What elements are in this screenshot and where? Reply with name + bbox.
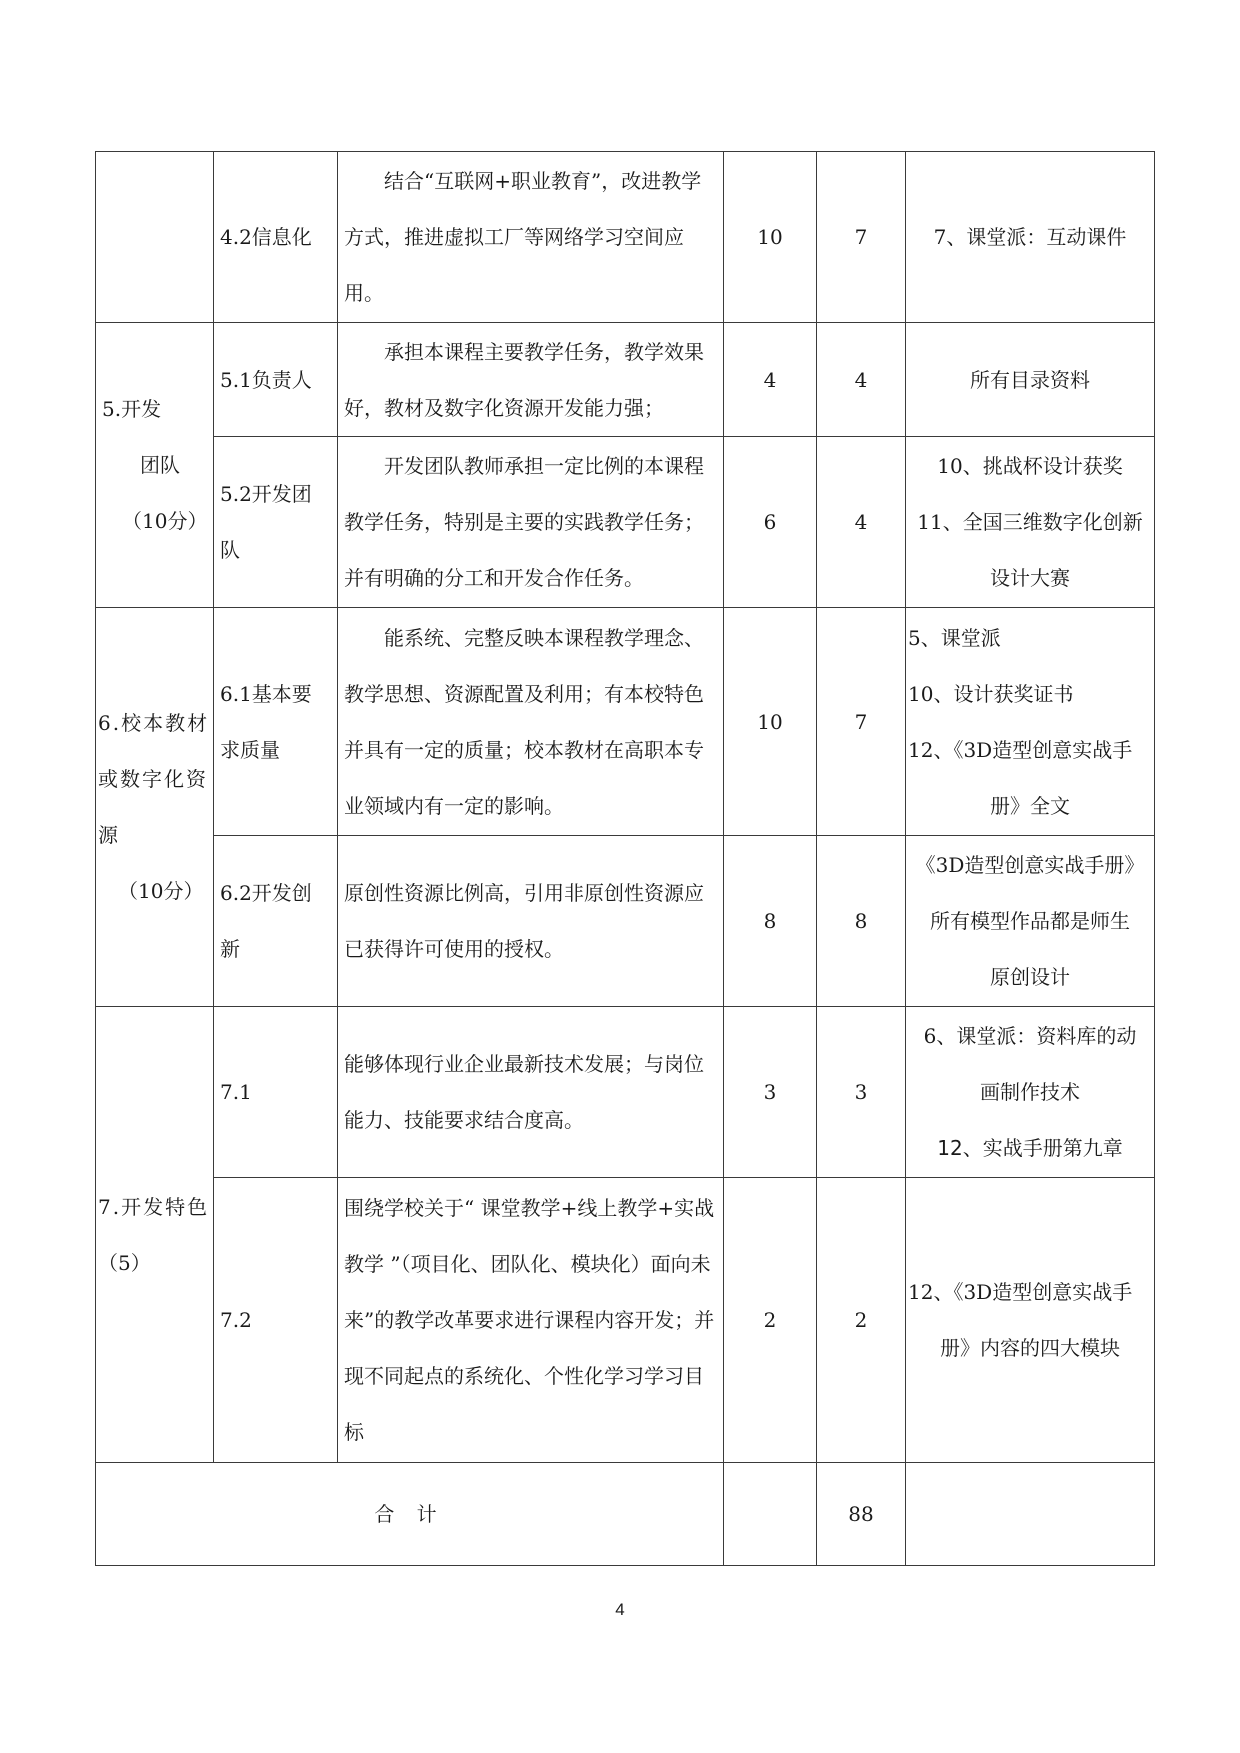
total-row [96, 1463, 1155, 1566]
table-row [96, 1178, 1155, 1463]
criteria-6-2: 原创性资源比例高，引用非原创性资源应已获得许可使用的授权。 [338, 836, 724, 1007]
total-full-score [724, 1463, 817, 1566]
score-5-2: 4 [817, 437, 906, 608]
evidence-4-2: 7、课堂派：互动课件 [906, 152, 1155, 323]
evidence-6-1: 5、课堂派 10、设计获奖证书 12、《3D造型创意实战手 册》全文 [906, 608, 1155, 836]
total-label: 合 计 [96, 1463, 724, 1566]
sub-item-7-2: 7.2 [214, 1178, 338, 1463]
full-score-6-2: 8 [724, 836, 817, 1007]
sub-item-5-1: 5.1负责人 [214, 323, 338, 437]
score-7-2: 2 [817, 1178, 906, 1463]
table-row [96, 152, 1155, 323]
criteria-7-2: 围绕学校关于“ 课堂教学+线上教学+实战教学 ”（项目化、团队化、模块化）面向未来”的教学改革要求进行课程内容开发；并现不同起点的系统化、个性化学习学习目标 [338, 1178, 724, 1463]
total-evidence [906, 1463, 1155, 1566]
score-6-1: 7 [817, 608, 906, 836]
full-score-5-1: 4 [724, 323, 817, 437]
full-score-7-1: 3 [724, 1007, 817, 1178]
criteria-6-1: 能系统、完整反映本课程教学理念、教学思想、资源配置及利用；有本校特色并具有一定的质量；校本教材在高职本专业领域内有一定的影响。 [338, 608, 724, 836]
evidence-7-2: 12、《3D造型创意实战手 册》内容的四大模块 [906, 1178, 1155, 1463]
evidence-5-1: 所有目录资料 [906, 323, 1155, 437]
sub-item-4-2: 4.2信息化 [214, 152, 338, 323]
table-row [96, 1007, 1155, 1178]
group-6-title: 6.校本教材或数字化资源 （10分） [96, 608, 214, 1007]
criteria-7-1: 能够体现行业企业最新技术发展；与岗位能力、技能要求结合度高。 [338, 1007, 724, 1178]
page-number: 4 [615, 1600, 625, 1619]
score-6-2: 8 [817, 836, 906, 1007]
full-score-4-2: 10 [724, 152, 817, 323]
sub-item-7-1: 7.1 [214, 1007, 338, 1178]
total-score: 88 [817, 1463, 906, 1566]
group-5-title: 5.开发 团队 （10分） [96, 323, 214, 608]
criteria-4-2: 结合“互联网+职业教育”，改进教学方式，推进虚拟工厂等网络学习空间应用。 [338, 152, 724, 323]
criteria-5-2: 开发团队教师承担一定比例的本课程教学任务，特别是主要的实践教学任务；并有明确的分工和开发合作任务。 [338, 437, 724, 608]
score-4-2: 7 [817, 152, 906, 323]
evaluation-table [95, 151, 1155, 1566]
table-row [96, 836, 1155, 1007]
evidence-6-2: 《3D造型创意实战手册》 所有模型作品都是师生 原创设计 [906, 836, 1155, 1007]
sub-item-5-2: 5.2开发团队 [214, 437, 338, 608]
sub-item-6-1: 6.1基本要求质量 [214, 608, 338, 836]
evidence-7-1: 6、课堂派：资料库的动 画制作技术 12、实战手册第九章 [906, 1007, 1155, 1178]
sub-item-6-2: 6.2开发创新 [214, 836, 338, 1007]
full-score-5-2: 6 [724, 437, 817, 608]
criteria-5-1: 承担本课程主要教学任务，教学效果好，教材及数字化资源开发能力强； [338, 323, 724, 437]
evidence-5-2: 10、挑战杯设计获奖 11、全国三维数字化创新 设计大赛 [906, 437, 1155, 608]
table-row [96, 323, 1155, 437]
full-score-6-1: 10 [724, 608, 817, 836]
score-5-1: 4 [817, 323, 906, 437]
score-7-1: 3 [817, 1007, 906, 1178]
table-row [96, 608, 1155, 836]
table-row [96, 437, 1155, 608]
group-7-title: 7.开发特色 （5） [96, 1007, 214, 1463]
full-score-7-2: 2 [724, 1178, 817, 1463]
group-cell-empty [96, 152, 214, 323]
